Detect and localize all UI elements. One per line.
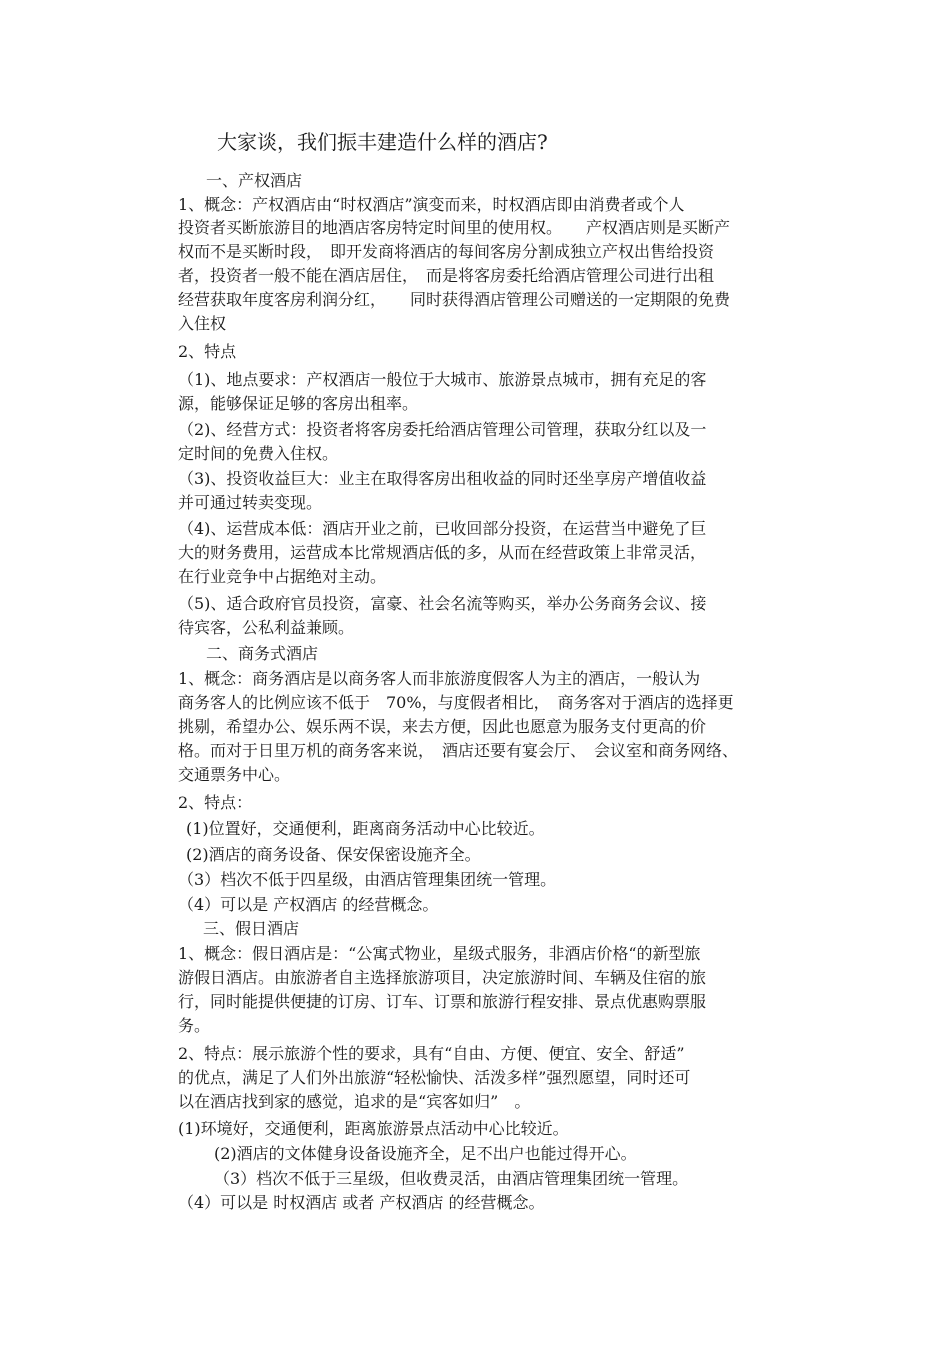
list-item-line: 在行业竞争中占据绝对主动。 (178, 567, 387, 586)
list-item-line: （3）档次不低于三星级，但收费灵活，由酒店管理集团统一管理。 (214, 1169, 689, 1188)
paragraph-line: 入住权 (178, 314, 227, 333)
list-item-line: 源，能够保证足够的客房出租率。 (178, 394, 419, 413)
list-item-line: （5)、适合政府官员投资，富豪、社会名流等购买，举办公务商务会议、接 (178, 594, 707, 613)
paragraph-line: 者，投资者一般不能在酒店居住， 而是将客房委托给酒店管理公司进行出租 (178, 266, 715, 285)
list-item-line: 大的财务费用，运营成本比常规酒店低的多，从而在经营政策上非常灵活， (178, 543, 707, 562)
list-item-line: (2)酒店的商务设备、保安保密设施齐全。 (186, 845, 481, 864)
list-item-line: （1)、地点要求：产权酒店一般位于大城市、旅游景点城市，拥有充足的客 (178, 370, 707, 389)
document-title: 大家谈，我们振丰建造什么样的酒店? (217, 130, 548, 154)
list-item-line: （4)、运营成本低：酒店开业之前，已收回部分投资，在运营当中避免了巨 (178, 519, 707, 538)
paragraph-line: 游假日酒店。由旅游者自主选择旅游项目，决定旅游时间、车辆及住宿的旅 (178, 968, 707, 987)
subheading: 2、特点 (178, 342, 237, 361)
list-item-line: 并可通过转卖变现。 (178, 493, 323, 512)
section-heading-3: 三、假日酒店 (203, 919, 300, 938)
paragraph-line: 以在酒店找到家的感觉，追求的是“宾客如归” 。 (178, 1092, 531, 1111)
list-item-line: （3)、投资收益巨大：业主在取得客房出租收益的同时还坐享房产增值收益 (178, 469, 707, 488)
section-heading-2: 二、商务式酒店 (206, 644, 319, 663)
paragraph-line: 投资者买断旅游目的地酒店客房特定时间里的使用权。 产权酒店则是买断产 (178, 218, 731, 237)
list-item-line: （2)、经营方式：投资者将客房委托给酒店管理公司管理，获取分红以及一 (178, 420, 707, 439)
paragraph-line: 行，同时能提供便捷的订房、订车、订票和旅游行程安排、景点优惠购票服 (178, 992, 707, 1011)
paragraph-line: 1、概念：产权酒店由“时权酒店”演变而来，时权酒店即由消费者或个人 (178, 195, 685, 214)
list-item-line: 定时间的免费入住权。 (178, 444, 339, 463)
paragraph-line: 权而不是买断时段， 即开发商将酒店的每间客房分割成独立产权出售给投资 (178, 242, 715, 261)
paragraph-line: 1、概念：商务酒店是以商务客人而非旅游度假客人为主的酒店，一般认为 (178, 669, 701, 688)
subheading: 2、特点： (178, 793, 253, 812)
paragraph-line: 1、概念：假日酒店是：“公寓式物业，星级式服务，非酒店价格“的新型旅 (178, 944, 701, 963)
list-item-line: （4）可以是 时权酒店 或者 产权酒店 的经营概念。 (178, 1193, 545, 1212)
list-item-line: (1)位置好，交通便利，距离商务活动中心比较近。 (186, 819, 545, 838)
list-item-line: （3）档次不低于四星级，由酒店管理集团统一管理。 (178, 870, 557, 889)
paragraph-line: 格。而对于日里万机的商务客来说， 酒店还要有宴会厅、 会议室和商务网络、 (178, 741, 739, 760)
list-item-line: (1)环境好，交通便利，距离旅游景点活动中心比较近。 (178, 1119, 569, 1138)
paragraph-line: 交通票务中心。 (178, 765, 291, 784)
list-item-line: （4）可以是 产权酒店 的经营概念。 (178, 895, 439, 914)
paragraph-line: 商务客人的比例应该不低于 70%，与度假者相比， 商务客对于酒店的选择更 (178, 693, 734, 712)
list-item-line: 待宾客，公私利益兼顾。 (178, 618, 355, 637)
list-item-line: (2)酒店的文体健身设备设施齐全，足不出户也能过得开心。 (214, 1144, 637, 1163)
section-heading-1: 一、产权酒店 (206, 171, 303, 190)
paragraph-line: 2、特点：展示旅游个性的要求，具有“自由、方便、便宜、安全、舒适” (178, 1044, 685, 1063)
paragraph-line: 务。 (178, 1016, 211, 1035)
paragraph-line: 经营获取年度客房利润分红， 同时获得酒店管理公司赠送的一定期限的免费 (178, 290, 731, 309)
paragraph-line: 的优点，满足了人们外出旅游“轻松愉快、活泼多样”强烈愿望，同时还可 (178, 1068, 691, 1087)
paragraph-line: 挑剔，希望办公、娱乐两不误，来去方便，因此也愿意为服务支付更高的价 (178, 717, 707, 736)
